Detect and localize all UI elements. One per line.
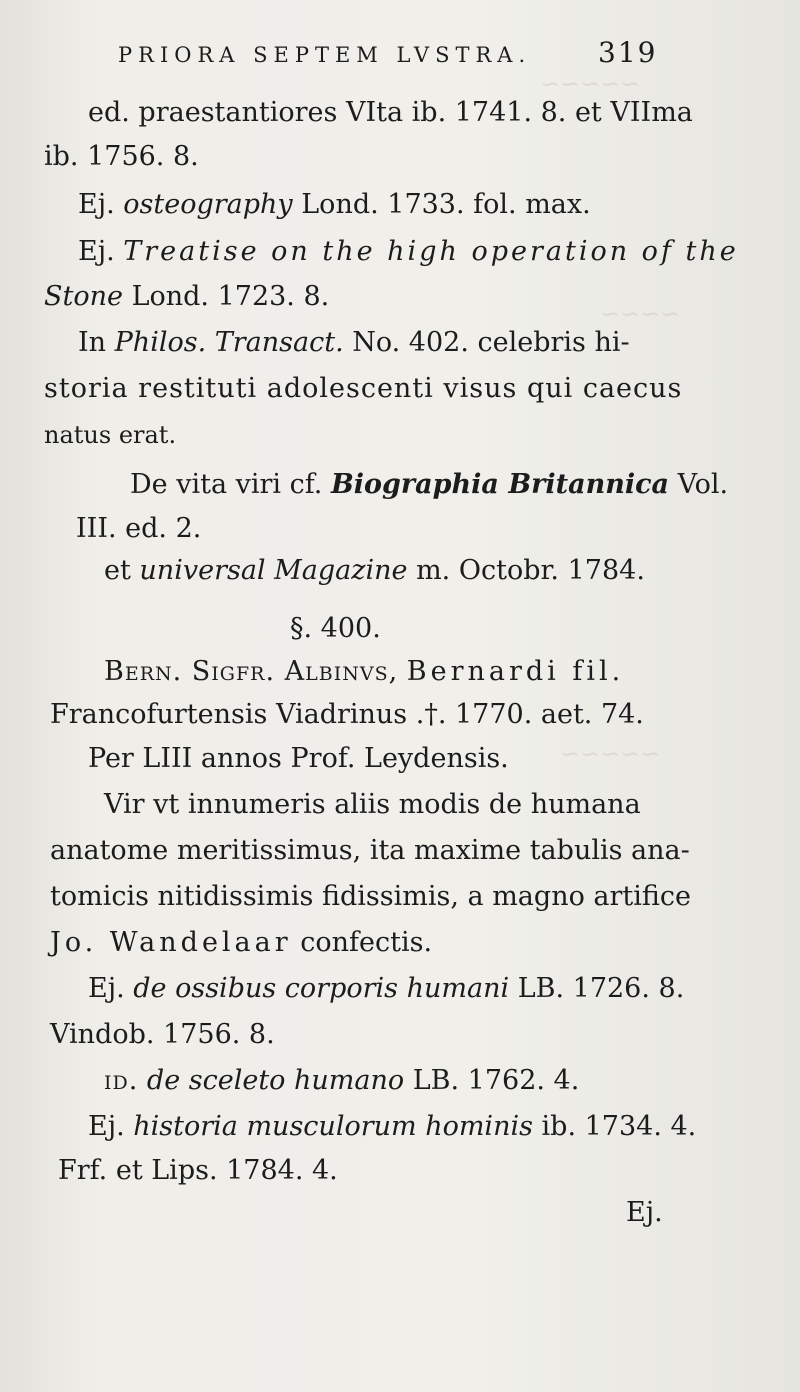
- text-line: Bern. Sigfr. Albinvs, Bernardi fil.: [104, 656, 625, 687]
- text-line: Stone Lond. 1723. 8.: [44, 281, 330, 312]
- text-line: ib. 1756. 8.: [44, 141, 199, 172]
- text-line: natus erat.: [44, 421, 177, 449]
- text-line: Frf. et Lips. 1784. 4.: [58, 1155, 338, 1186]
- text-line: Per LIII annos Prof. Leydensis.: [88, 743, 509, 774]
- text-line: storia restituti adolescenti visus qui caecus: [44, 373, 683, 404]
- text-line: In Philos. Transact. No. 402. celebris hi-: [78, 327, 630, 358]
- text-line: Ej. historia musculorum hominis ib. 1734. 4.: [88, 1111, 697, 1142]
- page-number: 319: [598, 36, 658, 69]
- text-line: tomicis nitidissimis fidissimis, a magno artifice: [50, 881, 692, 912]
- section-number: §. 400.: [290, 613, 381, 644]
- text-line: Francofurtensis Viadrinus .†. 1770. aet. 74.: [50, 699, 644, 730]
- text-line: Ej. de ossibus corporis humani LB. 1726. 8.: [88, 973, 685, 1004]
- text-line: Jo. Wandelaar confectis.: [50, 927, 433, 958]
- text-line: anatome meritissimus, ita maxime tabulis ana-: [50, 835, 690, 866]
- text-line: et universal Magazine m. Octobr. 1784.: [104, 555, 645, 586]
- text-line: De vita viri cf. Biographia Britannica Vol.: [130, 469, 729, 500]
- text-line: Vindob. 1756. 8.: [50, 1019, 275, 1050]
- text-line: id. de sceleto humano LB. 1762. 4.: [104, 1065, 580, 1096]
- catchword: Ej.: [626, 1197, 663, 1228]
- text-line: Ej. Treatise on the high operation of the: [78, 236, 739, 267]
- bleed-through-decoration: ~~~~~: [540, 70, 641, 98]
- text-line: Ej. osteography Lond. 1733. fol. max.: [78, 189, 591, 220]
- text-line: III. ed. 2.: [76, 513, 202, 544]
- running-title: PRIORA SEPTEM LVSTRA.: [118, 43, 532, 67]
- bleed-through-decoration: ~~~~: [600, 300, 681, 328]
- text-line: Vir vt innumeris aliis modis de humana: [104, 789, 641, 820]
- text-line: ed. praestantiores VIta ib. 1741. 8. et VIIma: [88, 97, 693, 128]
- bleed-through-decoration: ~~~~~: [560, 740, 661, 768]
